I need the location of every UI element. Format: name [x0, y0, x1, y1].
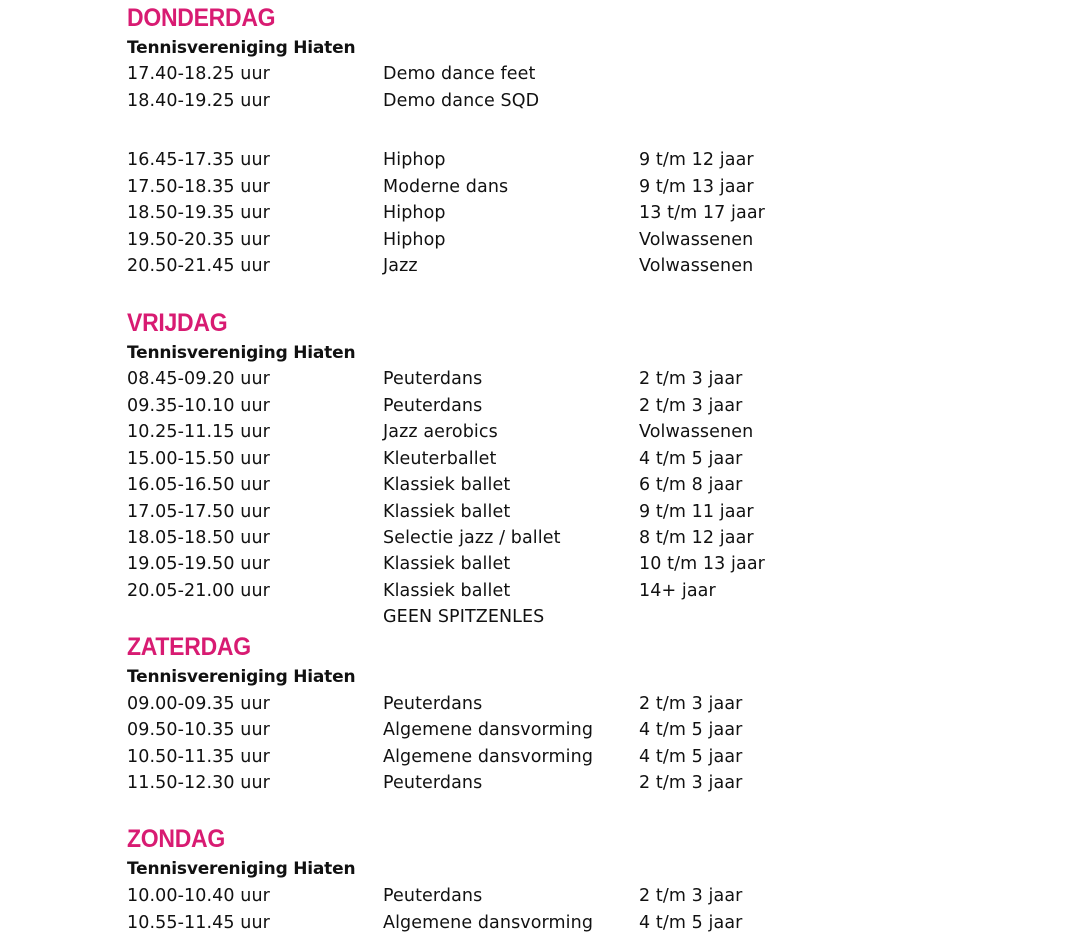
lesson-class: Klassiek ballet — [383, 475, 511, 495]
lesson-age: 2 t/m 3 jaar — [639, 694, 743, 714]
lesson-time: 11.50-12.30 uur — [127, 773, 270, 793]
lesson-class: Algemene dansvorming — [383, 747, 594, 767]
lesson-age: 4 t/m 5 jaar — [639, 449, 743, 469]
lesson-age: Volwassenen — [639, 256, 754, 276]
venue-label: Tennisvereniging Hiaten — [127, 343, 356, 363]
lesson-time: 10.55-11.45 uur — [127, 913, 270, 933]
lesson-age: 8 t/m 12 jaar — [639, 528, 754, 548]
lesson-class: Jazz — [383, 256, 418, 276]
lesson-class: Hiphop — [383, 203, 446, 223]
lesson-age: 2 t/m 3 jaar — [639, 369, 743, 389]
lesson-age: 13 t/m 17 jaar — [639, 203, 765, 223]
lesson-class: Peuterdans — [383, 396, 483, 416]
lesson-age: 4 t/m 5 jaar — [639, 720, 743, 740]
lesson-class: Peuterdans — [383, 369, 483, 389]
day-heading-vrijdag: VRIJDAG — [127, 309, 228, 337]
lesson-time: 10.25-11.15 uur — [127, 422, 270, 442]
lesson-class: Peuterdans — [383, 886, 483, 906]
lesson-class: Kleuterballet — [383, 449, 497, 469]
lesson-class: Hiphop — [383, 150, 446, 170]
lesson-age: 9 t/m 13 jaar — [639, 177, 754, 197]
lesson-time: 16.05-16.50 uur — [127, 475, 270, 495]
lesson-age: 9 t/m 11 jaar — [639, 502, 754, 522]
lesson-age: 9 t/m 12 jaar — [639, 150, 754, 170]
lesson-time: 09.50-10.35 uur — [127, 720, 270, 740]
lesson-class: Hiphop — [383, 230, 446, 250]
lesson-class: Klassiek ballet — [383, 554, 511, 574]
lesson-class: Moderne dans — [383, 177, 509, 197]
lesson-age: 2 t/m 3 jaar — [639, 773, 743, 793]
lesson-age: 14+ jaar — [639, 581, 716, 601]
lesson-class: Klassiek ballet — [383, 581, 511, 601]
lesson-class: Jazz aerobics — [383, 422, 498, 442]
lesson-age: 10 t/m 13 jaar — [639, 554, 765, 574]
lesson-time: 09.00-09.35 uur — [127, 694, 270, 714]
lesson-time: 10.50-11.35 uur — [127, 747, 270, 767]
lesson-age: Volwassenen — [639, 422, 754, 442]
lesson-class: Algemene dansvorming — [383, 720, 594, 740]
lesson-time: 10.00-10.40 uur — [127, 886, 270, 906]
lesson-class: Algemene dansvorming — [383, 913, 594, 933]
lesson-time: 16.45-17.35 uur — [127, 150, 270, 170]
lesson-time: 17.05-17.50 uur — [127, 502, 270, 522]
venue-label: Tennisvereniging Hiaten — [127, 859, 356, 879]
lesson-class: Klassiek ballet — [383, 502, 511, 522]
lesson-time: 18.05-18.50 uur — [127, 528, 270, 548]
lesson-age: 2 t/m 3 jaar — [639, 396, 743, 416]
lesson-time: 15.00-15.50 uur — [127, 449, 270, 469]
day-heading-zaterdag: ZATERDAG — [127, 633, 251, 661]
lesson-time: 09.35-10.10 uur — [127, 396, 270, 416]
day-heading-donderdag: DONDERDAG — [127, 4, 276, 32]
day-heading-zondag: ZONDAG — [127, 825, 226, 853]
lesson-class: Demo dance feet — [383, 64, 536, 84]
lesson-time: 20.05-21.00 uur — [127, 581, 270, 601]
lesson-class: Peuterdans — [383, 694, 483, 714]
venue-label: Tennisvereniging Hiaten — [127, 38, 356, 58]
lesson-age: 2 t/m 3 jaar — [639, 886, 743, 906]
lesson-time: 18.50-19.35 uur — [127, 203, 270, 223]
venue-label: Tennisvereniging Hiaten — [127, 667, 356, 687]
lesson-time: 19.50-20.35 uur — [127, 230, 270, 250]
lesson-age: 4 t/m 5 jaar — [639, 747, 743, 767]
lesson-time: 19.05-19.50 uur — [127, 554, 270, 574]
lesson-class: Peuterdans — [383, 773, 483, 793]
lesson-class: Selectie jazz / ballet — [383, 528, 561, 548]
lesson-age: 6 t/m 8 jaar — [639, 475, 743, 495]
lesson-class: Demo dance SQD — [383, 91, 540, 111]
lesson-time: 20.50-21.45 uur — [127, 256, 270, 276]
lesson-time: 18.40-19.25 uur — [127, 91, 270, 111]
lesson-time: 17.40-18.25 uur — [127, 64, 270, 84]
lesson-time: 17.50-18.35 uur — [127, 177, 270, 197]
lesson-time: 08.45-09.20 uur — [127, 369, 270, 389]
lesson-age: 4 t/m 5 jaar — [639, 913, 743, 933]
lesson-age: Volwassenen — [639, 230, 754, 250]
no-pointe-note: GEEN SPITZENLES — [383, 607, 545, 627]
